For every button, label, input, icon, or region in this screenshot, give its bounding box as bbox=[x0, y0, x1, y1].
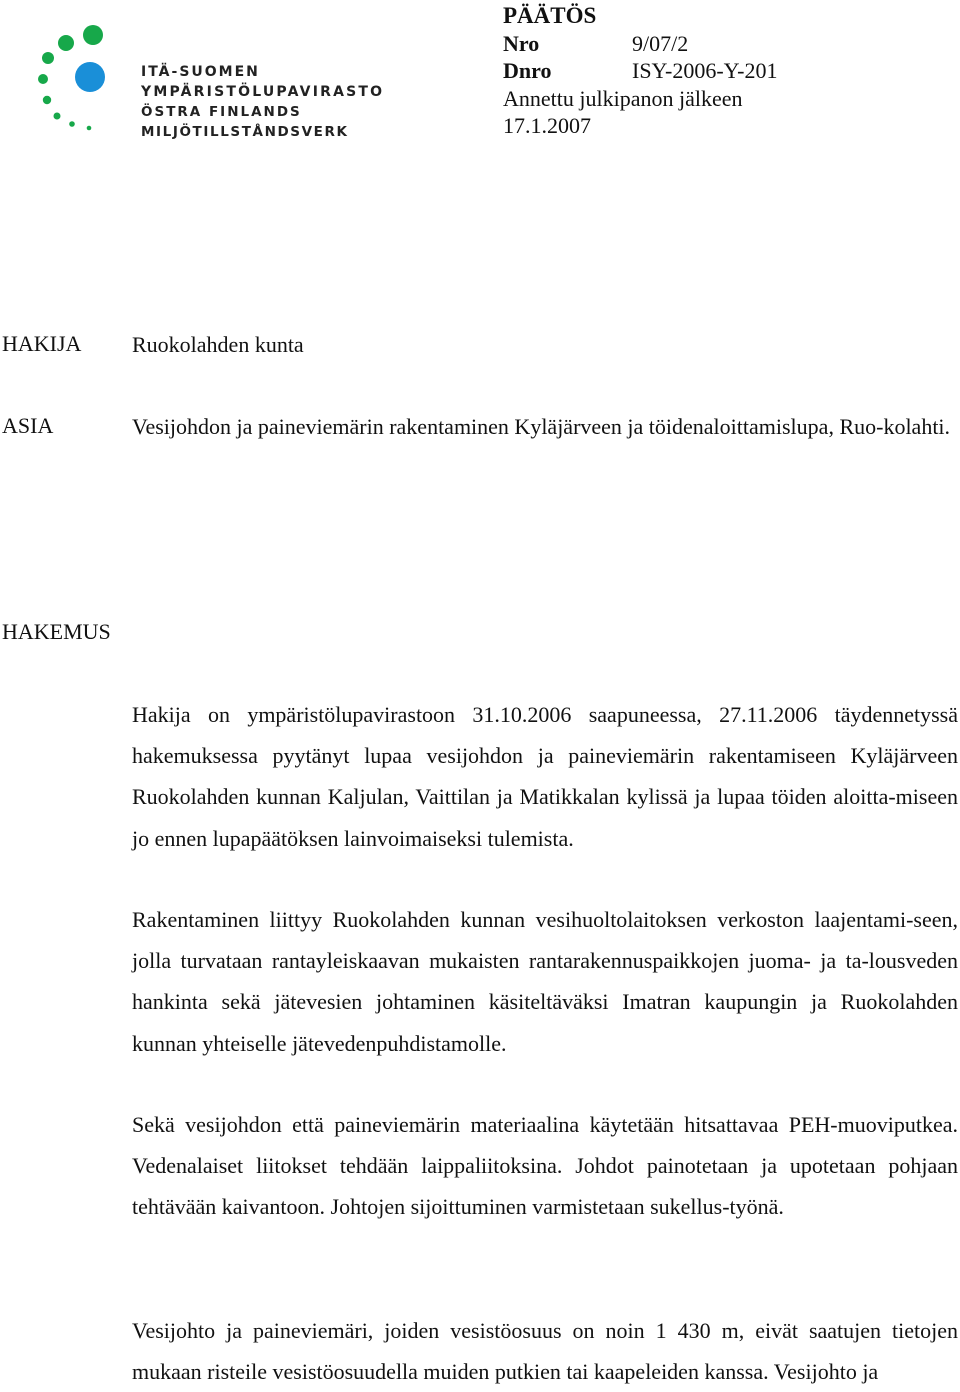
asia-value: Vesijohdon ja paineviemärin rakentaminen Kyläjärveen ja töidenaloittamislupa, Ruo-kolahti. bbox=[132, 414, 951, 439]
hakemus-label: HAKEMUS bbox=[2, 619, 111, 644]
hakija-value: Ruokolahden kunta bbox=[132, 332, 304, 357]
dnro-value: ISY-2006-Y-201 bbox=[632, 58, 778, 83]
hakemus-paragraph: Hakija on ympäristölupavirastoon 31.10.2006 saapuneessa, 27.11.2006 täydennetyssä hakemuksessa pyytänyt lupaa vesijohdon ja paineviemärin rakentamiseen Kyläjärveen Ruokolahden kunnan Kaljulan, Vaittilan ja Matikkalan kylissä ja lupaa töiden aloitta-miseen jo ennen lupapäätöksen lainvoimaiseksi tulemista. bbox=[132, 702, 958, 851]
hakemus-paragraph: Sekä vesijohdon että paineviemärin materiaalina käytetään hitsattavaa PEH-muoviputkea. Vedenalaiset liitokset tehdään laippaliitoksina. Johdot painotetaan ja upotetaan pohjaan tehtävään kaivantoon. Johtojen sijoittuminen varmistetaan sukellus-työnä. bbox=[132, 1112, 958, 1220]
issued-note: Annettu julkipanon jälkeen bbox=[503, 85, 743, 111]
agency-name-line: ÖSTRA FINLANDS bbox=[141, 104, 302, 120]
nro-value: 9/07/2 bbox=[632, 30, 689, 56]
agency-name-line: YMPÄRISTÖLUPAVIRASTO bbox=[141, 84, 385, 100]
asia-label: ASIA bbox=[2, 413, 54, 438]
hakemus-paragraph: Vesijohto ja paineviemäri, joiden vesistöosuus on noin 1 430 m, eivät saatujen tietojen mukaan risteile vesistöosuudella muiden putkien tai kaapeleiden kanssa. Vesijohto ja bbox=[132, 1318, 958, 1385]
decision-date: 17.1.2007 bbox=[503, 113, 591, 138]
agency-name-line: ITÄ-SUOMEN bbox=[141, 64, 260, 80]
hakemus-paragraph: Rakentaminen liittyy Ruokolahden kunnan vesihuoltolaitoksen verkoston laajentami-seen, jolla turvataan rantayleiskaavan mukaisten rantarakennuspaikkojen juoma- ja ta-lousveden hankinta sekä jätevesien johtaminen käsiteltäväksi Imatran kaupungin ja Ruokolahden kunnan yhteiselle jätevedenpuhdistamolle. bbox=[132, 907, 958, 1056]
agency-name-line: MILJÖTILLSTÅNDSVERK bbox=[141, 124, 349, 140]
nro-label: Nro bbox=[503, 30, 540, 56]
decision-number-row bbox=[503, 30, 777, 58]
hakija-label: HAKIJA bbox=[2, 331, 82, 356]
decision-title: PÄÄTÖS bbox=[503, 3, 597, 28]
dots-logo-icon bbox=[34, 20, 144, 135]
agency-logo bbox=[34, 20, 404, 140]
diary-number-row bbox=[503, 57, 777, 85]
decision-header bbox=[503, 2, 777, 140]
agency-name bbox=[141, 62, 384, 142]
dnro-label: Dnro bbox=[503, 58, 552, 83]
